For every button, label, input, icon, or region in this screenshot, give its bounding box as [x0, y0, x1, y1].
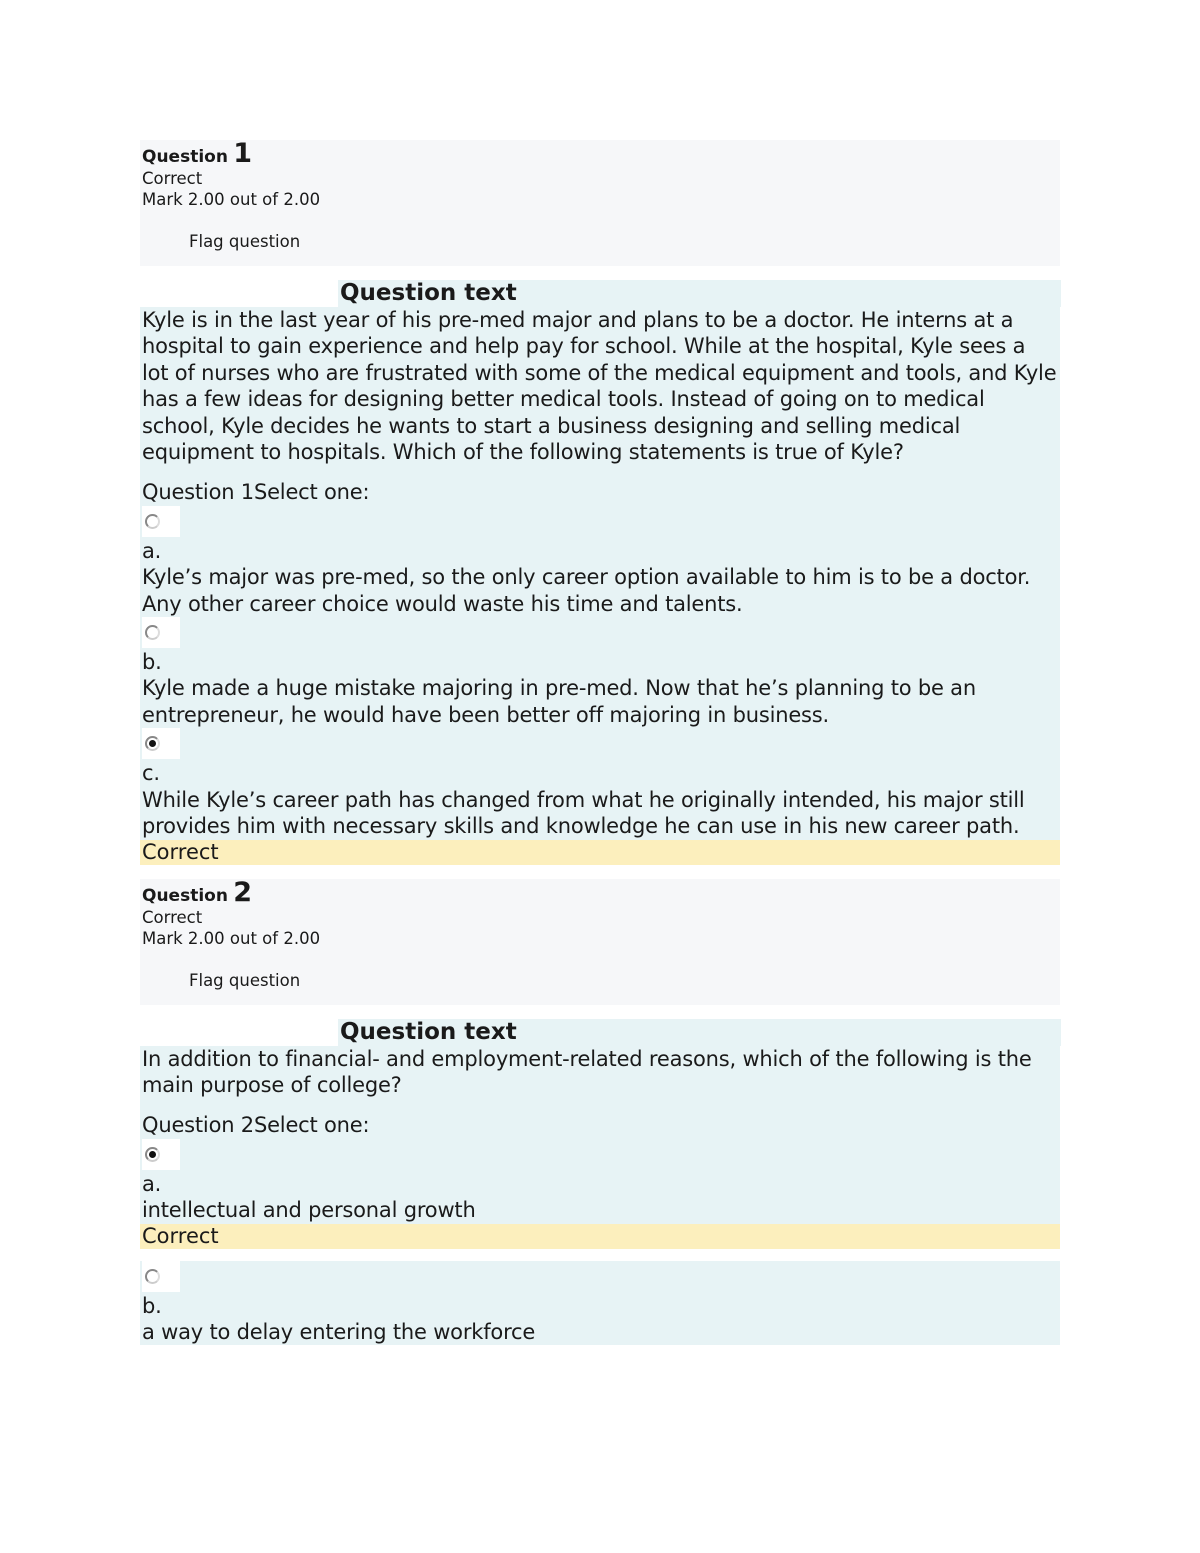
question-1-content [140, 307, 1060, 840]
feedback-correct: Correct [140, 1224, 1060, 1249]
option-b-text[interactable]: Kyle made a huge mistake majoring in pre-med. Now that he’s planning to be an entrepreneur, he would have been better off majoring in business. [142, 676, 976, 727]
option-b-radio[interactable] [142, 1261, 180, 1292]
option-a-text[interactable]: Kyle’s major was pre-med, so the only career option available to him is to be a doctor. Any other career choice would waste his time and talents. [142, 565, 1031, 616]
question-2-content [140, 1046, 1060, 1224]
question-2-option-b [140, 1261, 1060, 1346]
question-label: Question [142, 147, 228, 167]
option-c-radio[interactable] [142, 728, 180, 759]
option-a-text[interactable]: intellectual and personal growth [142, 1198, 476, 1223]
question-text: Kyle is in the last year of his pre-med major and plans to be a doctor. He interns at a hospital to gain experience and help pay for school. While at the hospital, Kyle sees a lot of nurses who are frustrated with some of the medical equipment and tools, and Kyle has a few ideas for designing better medical tools. Instead of going on to medical school, Kyle decides he wants to start a business designing and selling medical equipment to hospitals. Which of the following statements is true of Kyle? [142, 308, 1057, 465]
question-mark: Mark 2.00 out of 2.00 [142, 190, 321, 209]
option-b-text[interactable]: a way to delay entering the workforce [142, 1319, 536, 1344]
flag-question-button[interactable] [142, 970, 1058, 991]
feedback-correct: Correct [140, 840, 1060, 865]
question-mark: Mark 2.00 out of 2.00 [142, 928, 321, 948]
option-a-radio[interactable] [142, 1139, 180, 1170]
option-c-letter: c. [142, 761, 160, 786]
option-a-radio[interactable] [142, 506, 180, 537]
question-label: Question [142, 885, 228, 906]
question-2-info [140, 876, 1060, 1005]
radio-icon [145, 625, 160, 640]
question-text-heading: Question text [338, 280, 1061, 307]
radio-selected-icon [145, 1147, 160, 1162]
question-number: 1 [233, 138, 252, 169]
question-number: 2 [233, 876, 252, 908]
option-b-radio[interactable] [142, 617, 180, 648]
option-b-letter: b. [142, 1293, 162, 1318]
option-a-letter: a. [142, 538, 162, 563]
select-one-prompt: Question 1Select one: [142, 480, 370, 505]
question-state: Correct [142, 907, 203, 927]
radio-icon [145, 1269, 160, 1284]
flag-question-label: Flag question [189, 232, 301, 251]
question-state: Correct [142, 169, 203, 188]
question-1-info [140, 140, 1060, 266]
option-a-letter: a. [142, 1171, 162, 1196]
radio-icon [145, 514, 160, 529]
option-b-letter: b. [142, 650, 162, 675]
flag-question-button[interactable] [142, 231, 1058, 252]
select-one-prompt: Question 2Select one: [142, 1113, 370, 1138]
radio-selected-icon [145, 736, 160, 751]
option-c-text[interactable]: While Kyle’s career path has changed from what he originally intended, his major still provides him with necessary skills and knowledge he can use in his new career path. [142, 787, 1025, 839]
flag-question-label: Flag question [189, 970, 301, 990]
question-text: In addition to financial- and employment-related reasons, which of the following is the main purpose of college? [142, 1046, 1032, 1097]
question-text-heading: Question text [338, 1019, 1061, 1046]
